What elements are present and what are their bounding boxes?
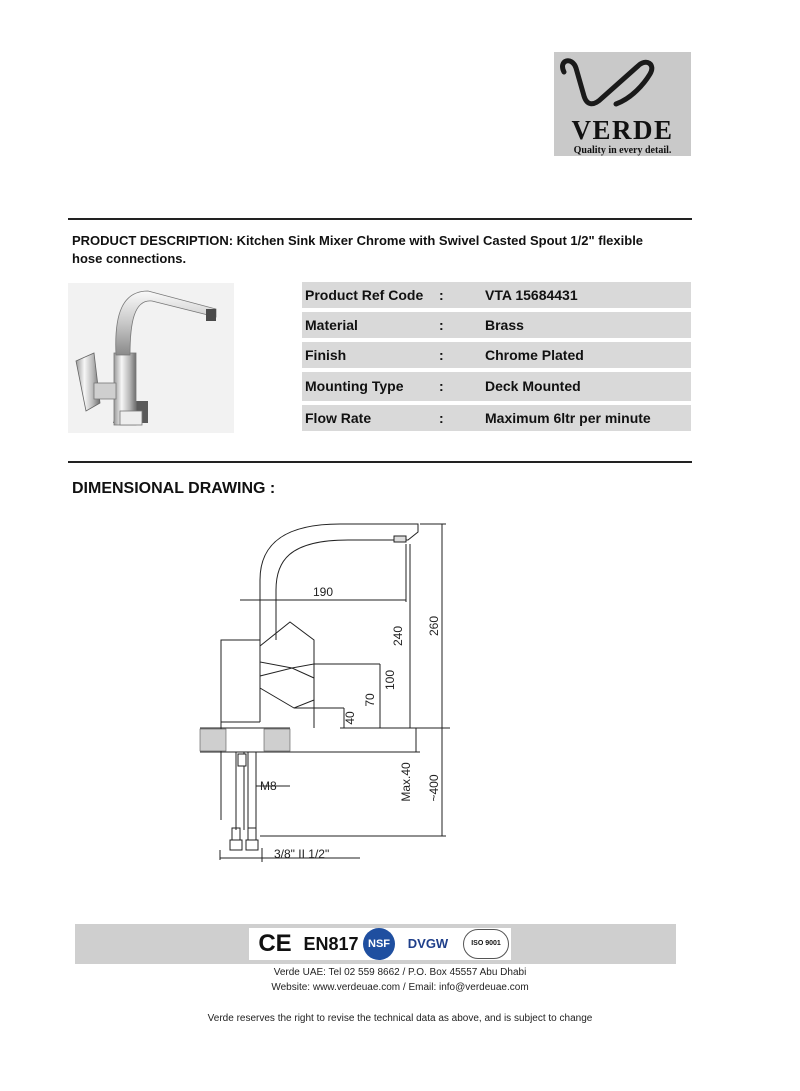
spec-label: Product Ref Code [305,287,424,303]
middle-divider [68,461,692,463]
spec-label: Flow Rate [305,410,372,426]
verde-logo [554,52,691,156]
footer-contact: Verde UAE: Tel 02 559 8662 / P.O. Box 45557 Abu Dhabi [273,967,527,978]
product-description: PRODUCT DESCRIPTION: Kitchen Sink Mixer Chrome with Swivel Casted Spout 1/2" flexible hose connections. [72,233,644,266]
certification-logos [249,928,511,960]
product-photo [68,283,234,433]
section-title: DIMENSIONAL DRAWING : [72,480,276,497]
top-divider [68,218,692,220]
dimensional-drawing [180,510,480,870]
footer-disclaimer: Verde reserves the right to revise the technical data as above, and is subject to change [207,1013,593,1024]
spec-value: Maximum 6ltr per minute [485,410,651,426]
dim-400: ~400 [427,774,441,802]
spec-row [302,312,691,338]
spec-label: Material [305,317,358,333]
logo-tagline: Quality in every detail. [573,145,672,156]
spec-row [302,372,691,401]
dim-70: 70 [363,693,377,707]
spec-label: Mounting Type [305,378,404,394]
verde-v-mark-icon [554,52,691,122]
dvgw-mark-icon: DVGW [407,936,449,951]
iso9001-mark-icon: ISO 9001 [463,929,509,959]
ce-mark-icon: CE [258,930,292,957]
en817-mark-icon: EN817 [303,934,359,954]
footer-web: Website: www.verdeuae.com / Email: info@verdeuae.com [271,982,529,993]
nsf-mark-icon: NSF [363,928,395,960]
dim-m8: M8 [260,779,277,793]
spec-value: Chrome Plated [485,347,584,363]
dim-260: 260 [427,615,441,637]
dim-max40: Max.40 [399,762,413,802]
spec-colon: : [439,378,444,394]
dim-thread: 3/8" II 1/2" [274,847,330,861]
spec-value: Deck Mounted [485,378,581,394]
spec-colon: : [439,287,444,303]
spec-table [302,282,691,435]
spec-colon: : [439,410,444,426]
spec-label: Finish [305,347,347,363]
spec-row [302,405,691,431]
spec-colon: : [439,347,444,363]
spec-value: Brass [485,317,524,333]
spec-value: VTA 15684431 [485,287,578,303]
spec-row [302,342,691,368]
dim-40: 40 [343,711,357,725]
dim-100: 100 [383,669,397,691]
spec-row [302,282,691,308]
logo-brand: VERDE [571,115,674,145]
spec-colon: : [439,317,444,333]
dim-240: 240 [391,625,405,647]
dim-190: 190 [312,585,334,599]
